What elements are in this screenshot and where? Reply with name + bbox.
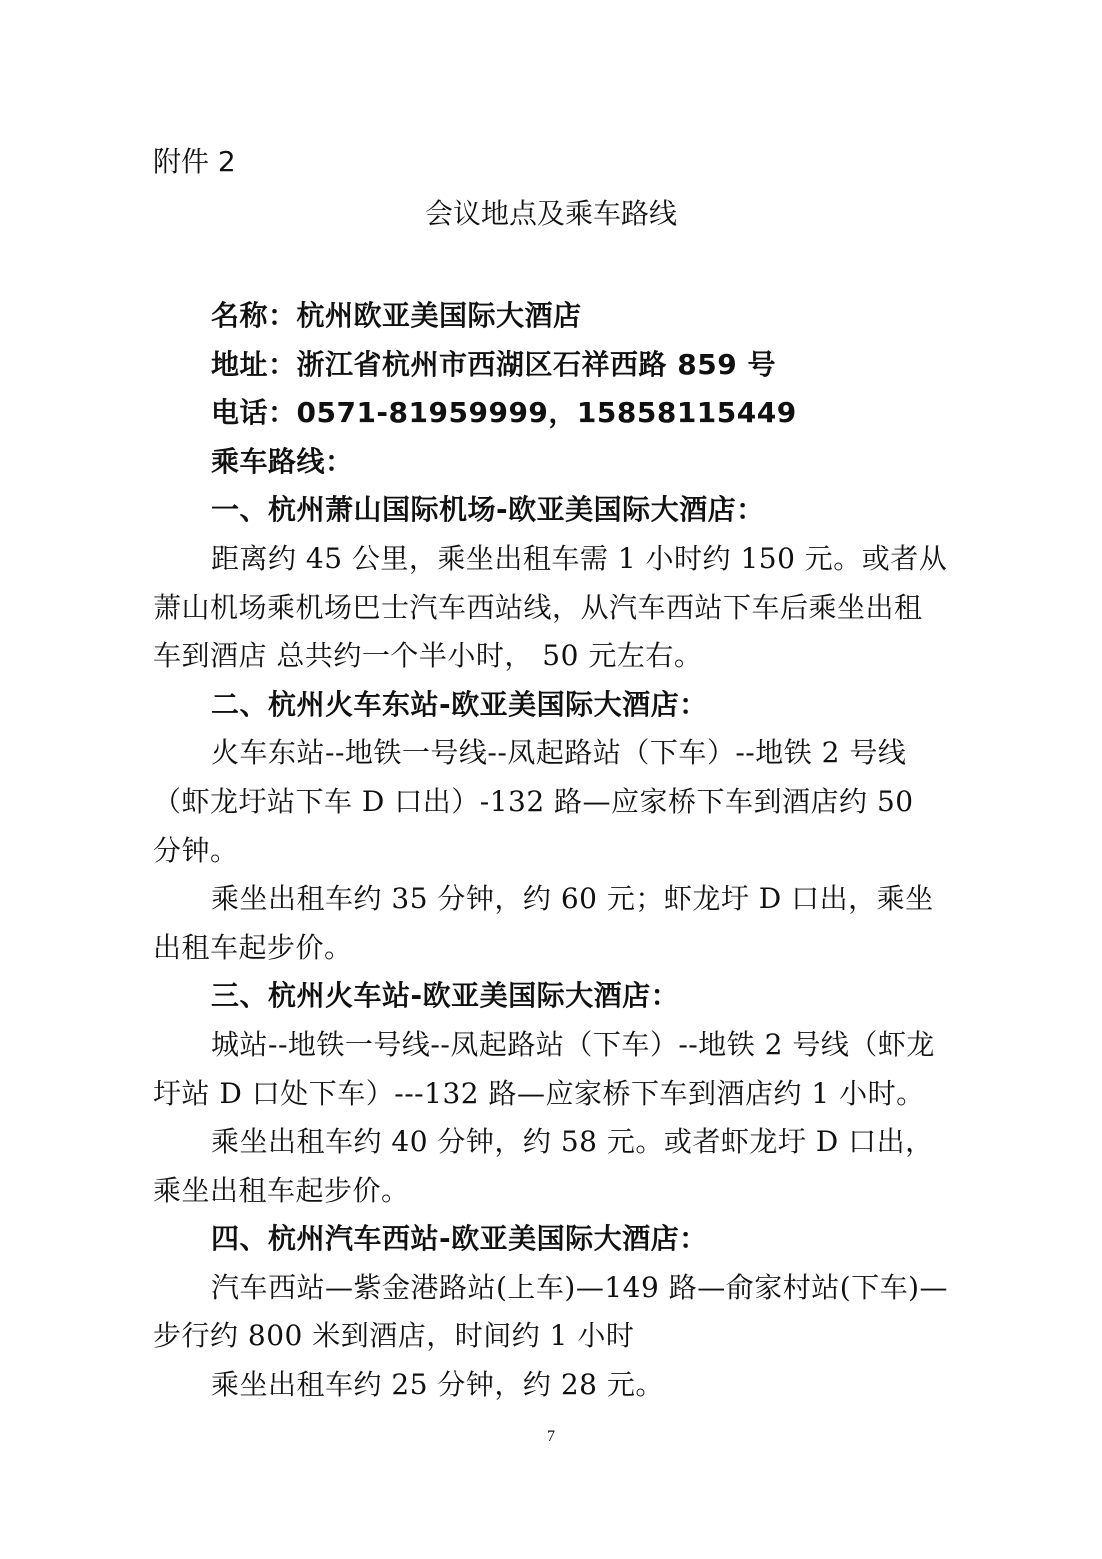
document-body <box>153 292 949 1410</box>
hotel-name: 名称：杭州欧亚美国际大酒店 <box>211 299 582 332</box>
attachment-label: 附件 2 <box>153 145 236 178</box>
section-heading: 二、杭州火车东站-欧亚美国际大酒店： <box>211 687 708 721</box>
hotel-address: 地址：浙江省杭州市西湖区石祥西路 859 号 <box>211 347 776 381</box>
section-heading: 四、杭州汽车西站-欧亚美国际大酒店： <box>211 1222 708 1256</box>
section-paragraph: 乘坐出租车约 40 分钟，约 58 元。或者虾龙圩 D 口出，乘坐出租车起步价。 <box>153 1125 934 1207</box>
hotel-phone: 电话：0571-81959999，15858115449 <box>211 396 797 430</box>
section-heading: 三、杭州火车站-欧亚美国际大酒店： <box>211 979 680 1013</box>
routes-label: 乘车路线： <box>211 444 354 478</box>
section-paragraph: 乘坐出租车约 35 分钟，约 60 元；虾龙圩 D 口出，乘坐出租车起步价。 <box>153 882 934 964</box>
section-paragraph: 距离约 45 公里，乘坐出租车需 1 小时约 150 元。或者从萧山机场乘机场巴士汽车西站线，从汽车西站下车后乘坐出租车到酒店 总共约一个半小时， 50 元左右。 <box>153 541 948 673</box>
section-heading: 一、杭州萧山国际机场-欧亚美国际大酒店： <box>211 493 765 527</box>
document-title: 会议地点及乘车路线 <box>424 197 677 230</box>
page-number: 7 <box>547 1428 555 1445</box>
section-paragraph: 火车东站--地铁一号线--凤起路站（下车）--地铁 2 号线（虾龙圩站下车 D 口出）-132 路—应家桥下车到酒店约 50 分钟。 <box>153 736 914 867</box>
section-paragraph: 乘坐出租车约 25 分钟，约 28 元。 <box>211 1368 664 1402</box>
section-paragraph: 城站--地铁一号线--凤起路站（下车）--地铁 2 号线（虾龙圩站 D 口处下车）---132 路—应家桥下车到酒店约 1 小时。 <box>153 1027 935 1110</box>
section-paragraph: 汽车西站—紫金港路站(上车)—149 路—俞家村站(下车)—步行约 800 米到酒店，时间约 1 小时 <box>153 1270 949 1353</box>
